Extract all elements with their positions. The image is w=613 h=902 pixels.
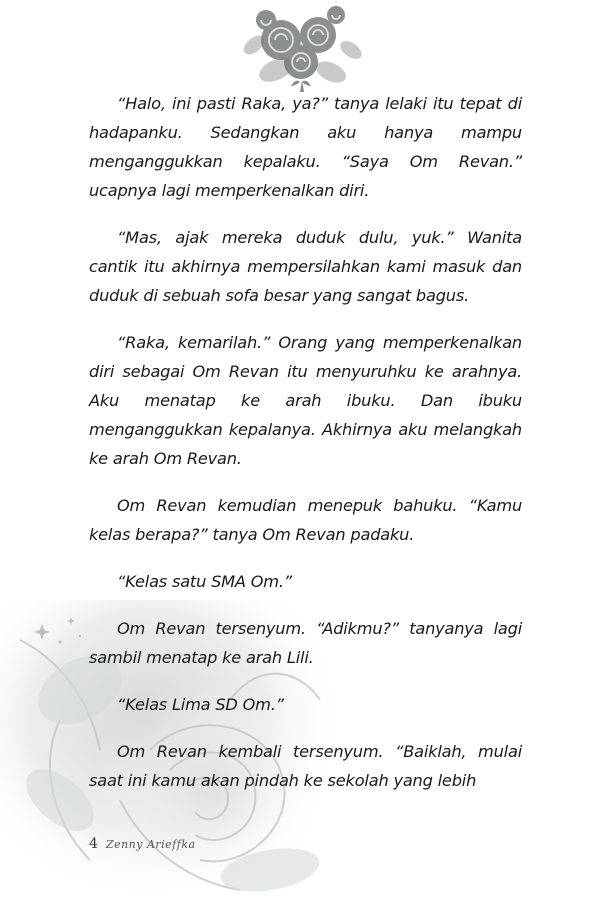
paragraph: “Raka, kemarilah.” Orang yang memperkenalkan diri sebagai Om Revan itu menyuruhku ke arahnya. Aku menatap ke arah ibuku. Dan ibuku menganggukkan kepalanya. Akhirnya aku melangkah ke arah Om Revan. <box>89 333 522 468</box>
paragraph: Om Revan tersenyum. “Adikmu?” tanyanya lagi sambil menatap ke arah Lili. <box>89 619 522 667</box>
page-number: 4 <box>89 836 98 852</box>
page-footer <box>89 836 196 852</box>
author-name: Zenny Arieffka <box>105 838 196 851</box>
paragraph: “Mas, ajak mereka duduk dulu, yuk.” Wanita cantik itu akhirnya mempersilahkan kami masuk dan duduk di sebuah sofa besar yang sangat bagus. <box>89 228 522 305</box>
rose-bouquet-icon <box>236 0 366 100</box>
paragraph: “Kelas Lima SD Om.” <box>117 695 284 714</box>
paragraph: “Halo, ini pasti Raka, ya?” tanya lelaki itu tepat di hadapanku. Sedangkan aku hanya mampu menganggukkan kepalaku. “Saya Om Revan.” ucapnya lagi memperkenalkan diri. <box>89 94 522 200</box>
paragraph: Om Revan kemudian menepuk bahuku. “Kamu kelas berapa?” tanya Om Revan padaku. <box>89 496 522 544</box>
paragraph: “Kelas satu SMA Om.” <box>117 572 292 591</box>
page-body <box>89 89 522 813</box>
sparkle-icon <box>30 612 90 652</box>
paragraph: Om Revan kembali tersenyum. “Baiklah, mulai saat ini kamu akan pindah ke sekolah yang lebih <box>89 742 522 790</box>
